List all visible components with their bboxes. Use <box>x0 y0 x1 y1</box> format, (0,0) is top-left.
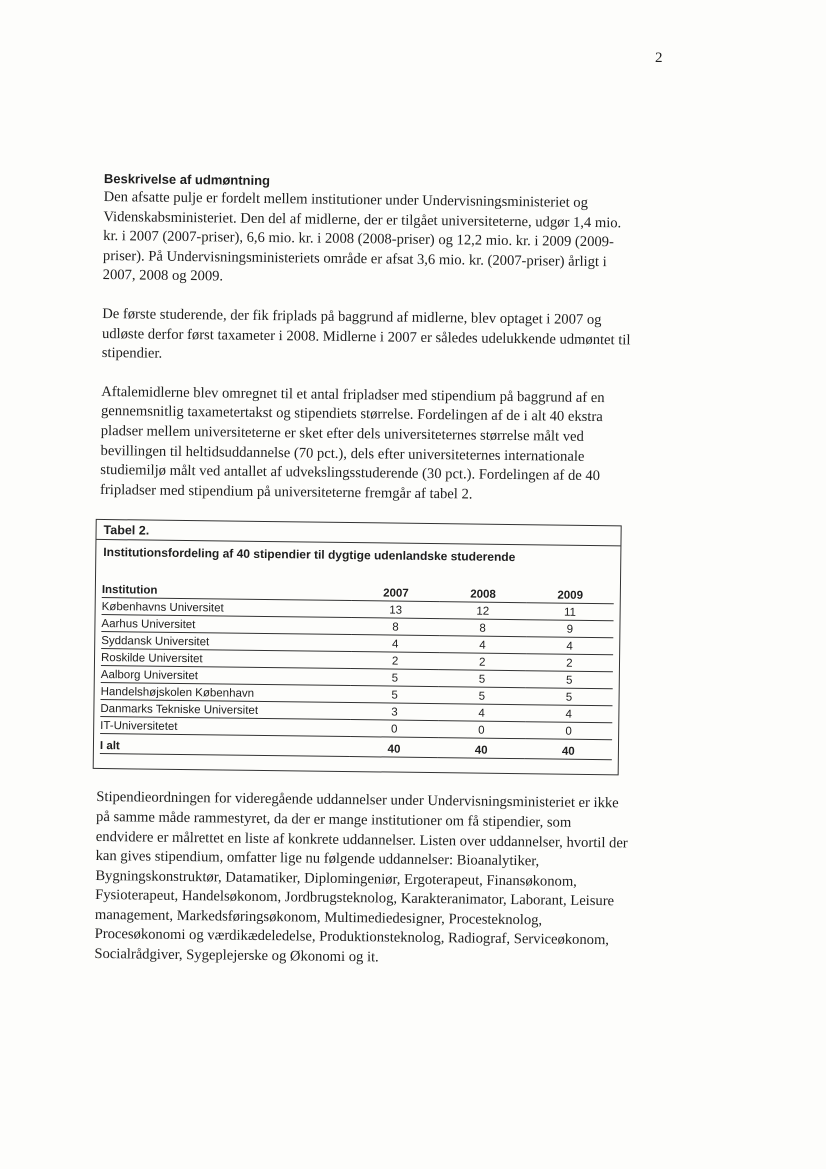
total-value-cell: 40 <box>350 737 437 758</box>
institution-cell: Danmarks Tekniske Universitet <box>100 700 351 720</box>
value-cell: 2 <box>439 653 526 671</box>
value-cell: 4 <box>525 705 612 723</box>
column-header: 2007 <box>352 584 439 602</box>
value-cell: 4 <box>439 636 526 654</box>
total-label-cell: I alt <box>100 734 351 757</box>
value-cell: 0 <box>438 721 525 739</box>
value-cell: 11 <box>526 603 613 621</box>
institution-cell: IT-Universitetet <box>100 717 351 737</box>
value-cell: 5 <box>438 670 525 688</box>
paragraph-education-stipends: Stipendieordningen for videregående uddannelser under Undervisningsministeriet er ikke på samme måde rammestyret, da der er mange institutioner om få stipendier, som endvidere er målrettet en liste af konkrete uddannelser. Listen over uddannelser, hvortil der kan gives stipendium, omfatter lige nu følgende uddannelser: Bioanalytiker, Bygningskonstruktør, Datamatiker, Diplomingeniør, Ergoterapeut, Finansøkonom, Fysioterapeut, Handelsøkonom, Jordbrugsteknolog, Karakteranimator, Laborant, Leisure management, Markedsføringsøkonom, Multimediedesigner, Procesteknolog, Procesøkonomi og værdikædeledelse, Produktionsteknolog, Radiograf, Serviceøkonom, Socialrådgiver, Sygeplejerske og Økonomi og it. <box>94 789 628 966</box>
value-cell: 9 <box>526 620 613 638</box>
value-cell: 5 <box>351 669 438 687</box>
value-cell: 0 <box>351 720 438 738</box>
institution-cell: Handelshøjskolen København <box>101 683 352 703</box>
document-body <box>94 170 636 990</box>
table-caption: Institutionsfordeling af 40 stipendier til dygtige udenlandske studerende <box>103 545 516 565</box>
value-cell: 5 <box>438 687 525 705</box>
total-value-cell: 40 <box>525 739 612 760</box>
institution-cell: Aarhus Universitet <box>101 615 352 635</box>
institution-cell: Syddansk Universitet <box>101 632 352 652</box>
column-header: Institution <box>102 581 353 601</box>
section-heading: Beskrivelse af udmøntning <box>103 170 271 189</box>
value-cell: 8 <box>352 618 439 636</box>
value-cell: 4 <box>526 637 613 655</box>
value-cell: 2 <box>351 652 438 670</box>
value-cell: 5 <box>525 688 612 706</box>
paragraph-allocation: Den afsatte pulje er fordelt mellem institutioner under Undervisningsministeriet og Videnskabsministeriet. Den del af midlerne, der er tilgået universiteterne, udgør 1,4 mio. kr. i 2007 (2007-priser), 6,6 mio. kr. i 2008 (2008-priser) og 12,2 mio. kr. i 2009 (2009-priser). På Undervisningsministeriets område er afsat 3,6 mio. kr. (2007-priser) årligt i 2007, 2008 og 2009. <box>102 188 622 285</box>
value-cell: 13 <box>352 601 439 619</box>
allocation-table <box>100 581 614 760</box>
table-label: Tabel 2. <box>96 520 620 546</box>
value-cell: 5 <box>525 671 612 689</box>
institution-cell: Roskilde Universitet <box>101 649 352 669</box>
page-number: 2 <box>655 50 663 66</box>
value-cell: 8 <box>439 619 526 637</box>
value-cell: 5 <box>351 686 438 704</box>
column-header: 2008 <box>439 585 526 603</box>
value-cell: 3 <box>351 703 438 721</box>
value-cell: 4 <box>438 704 525 722</box>
institution-cell: Aalborg Universitet <box>101 666 352 686</box>
paragraph-distribution: Aftalemidlerne blev omregnet til et antal fripladser med stipendium på baggrund af en gennemsnitlig taxametertakst og stipendiets størrelse. Fordelingen af de i alt 40 ekstra pladser mellem universiteterne er sket efter dels universiteternes størrelse målt ved bevillingen til heltidsuddannelse (70 pct.), dels efter universiteternes internationale studiemiljø målt ved antallet af udvekslingsstuderende (30 pct.). Fordelingen af de 40 fripladser med stipendium på universiteterne fremgår af tabel 2. <box>99 383 605 503</box>
value-cell: 2 <box>526 654 613 672</box>
table-body <box>100 598 614 760</box>
paragraph-first-students: De første studerende, der fik friplads på baggrund af midlerne, blev optaget i 2007 og udløste derfor først taxameter i 2008. Midlerne i 2007 er således udelukkende udmøntet til stipendier. <box>101 305 631 362</box>
value-cell: 12 <box>439 602 526 620</box>
institution-cell: Københavns Universitet <box>102 598 353 618</box>
value-cell: 4 <box>352 635 439 653</box>
column-header: 2009 <box>527 587 614 605</box>
value-cell: 0 <box>525 722 612 740</box>
total-value-cell: 40 <box>437 738 524 759</box>
table-2 <box>93 519 622 775</box>
